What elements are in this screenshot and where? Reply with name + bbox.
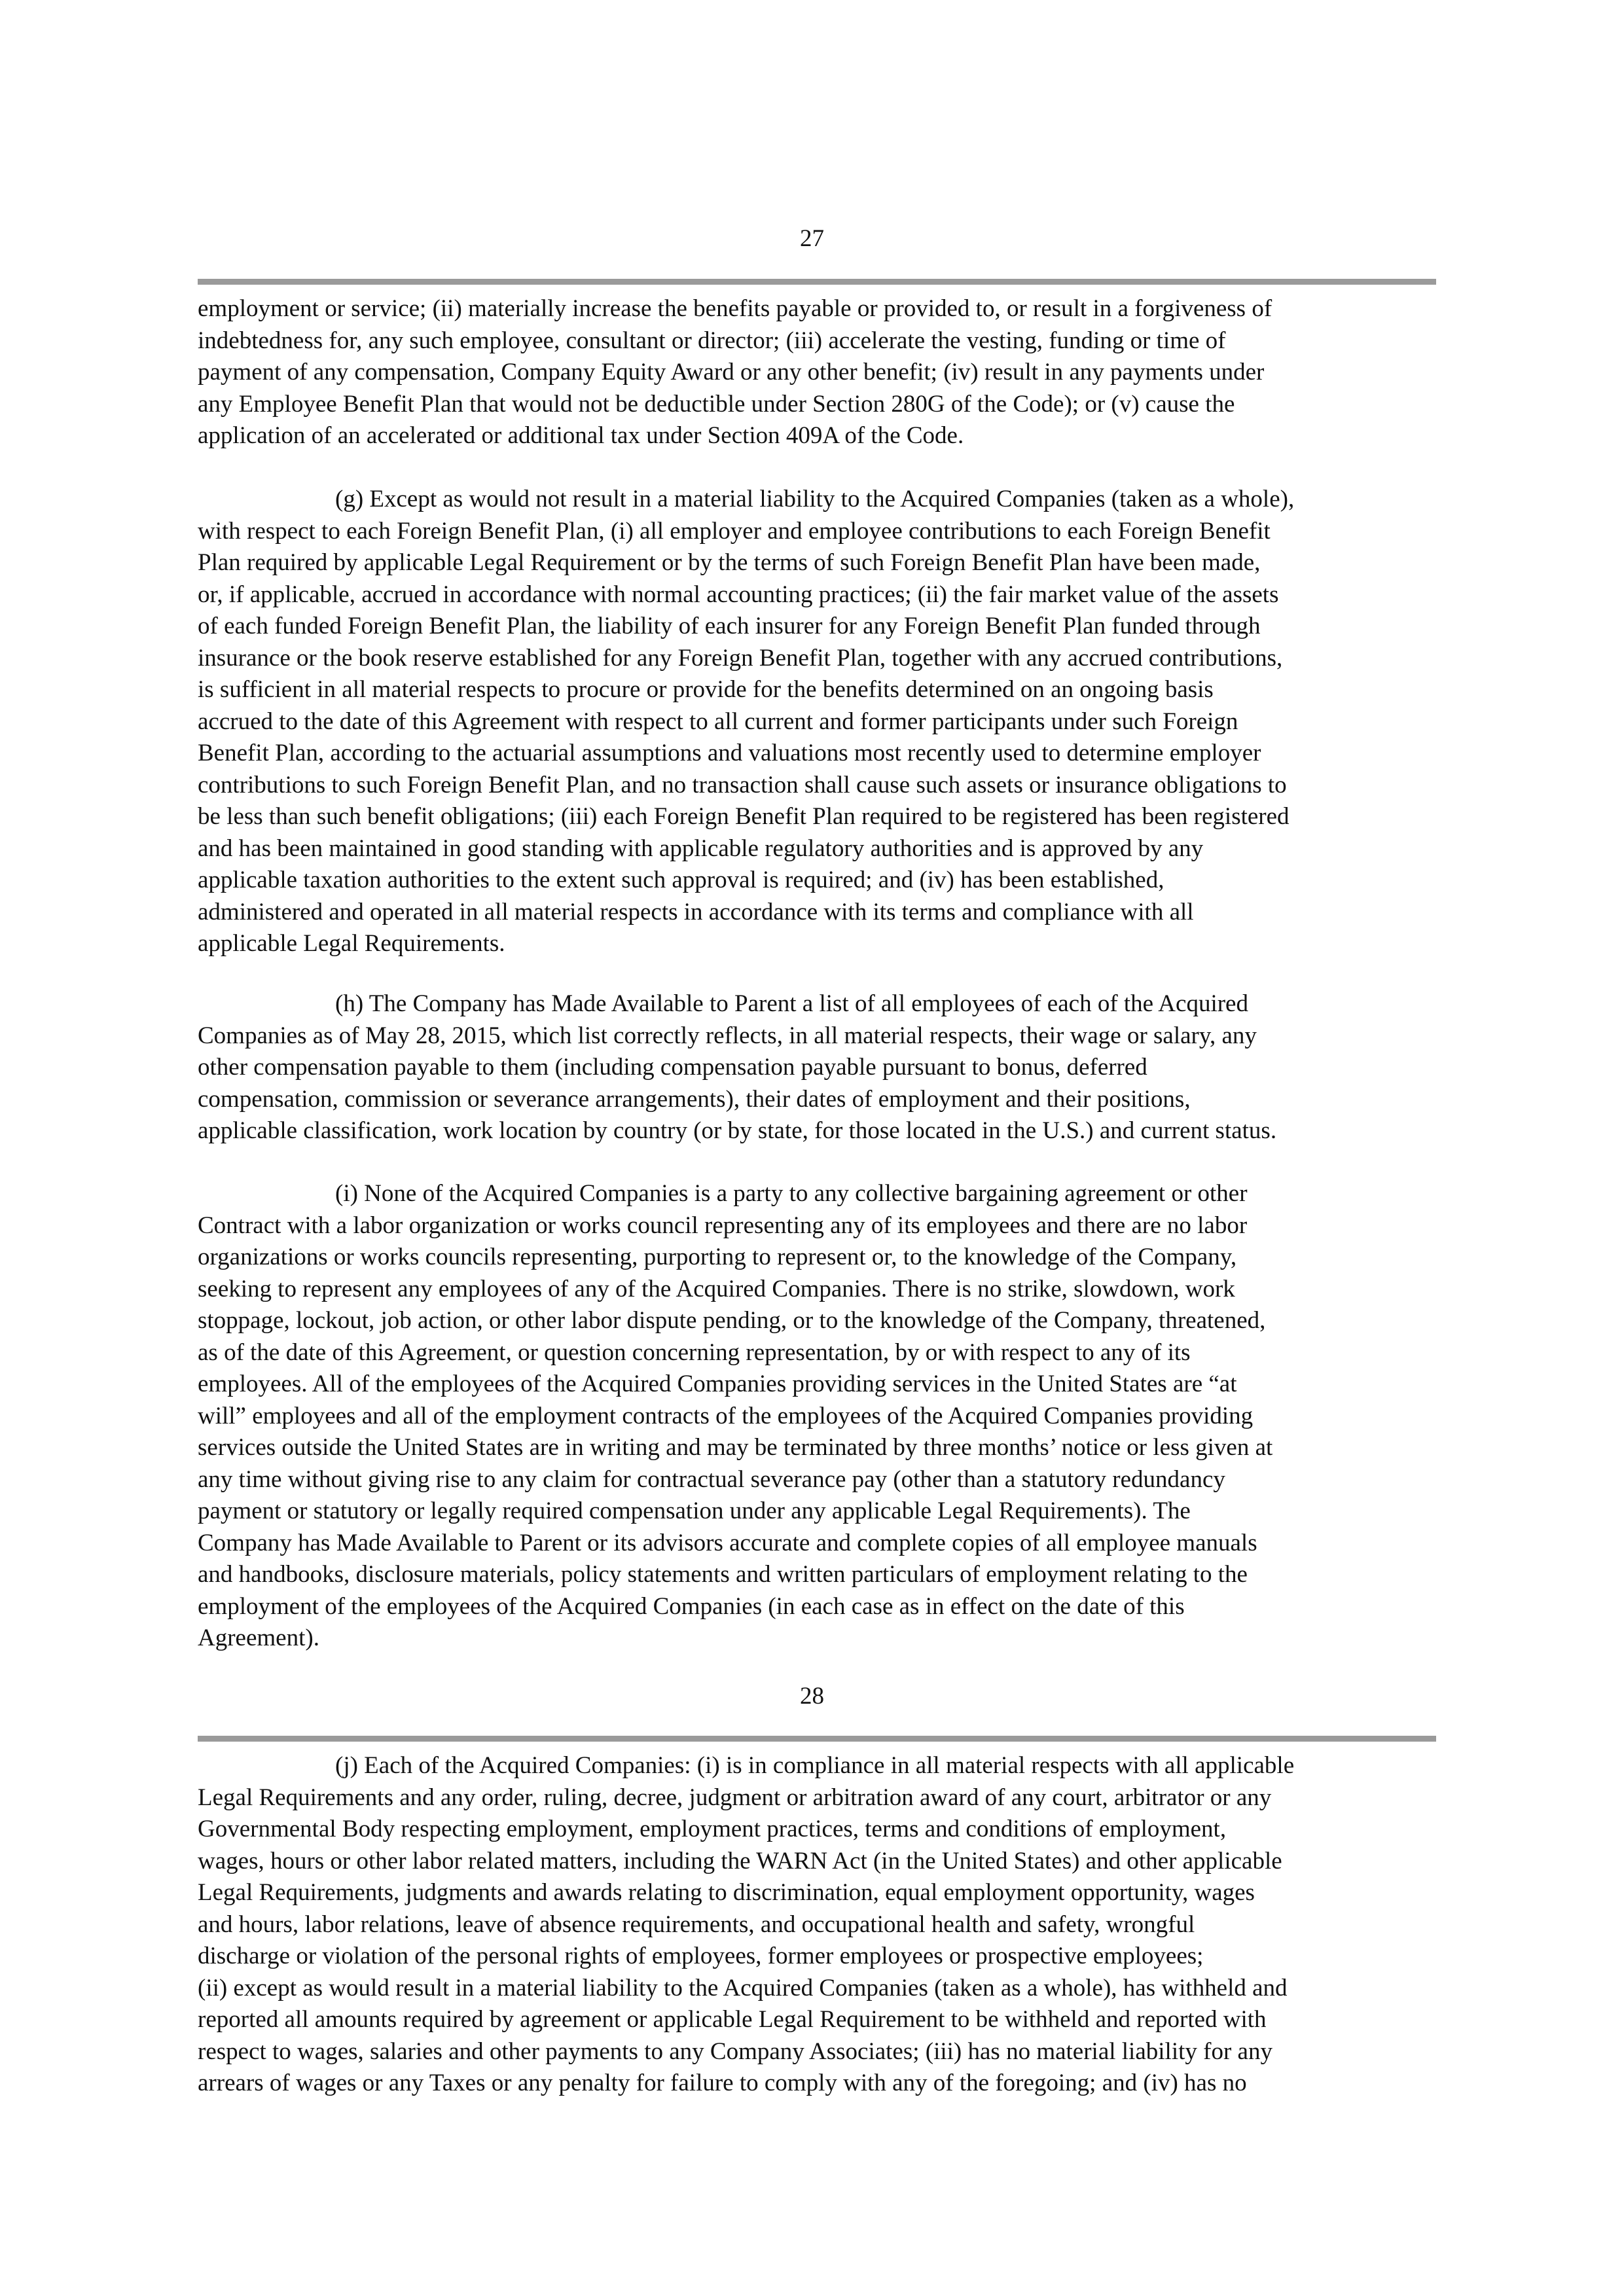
paragraph-j	[198, 1750, 1436, 2100]
text-line: seeking to represent any employees of any of the Acquired Companies. There is no strike, slowdown, work	[198, 1275, 1235, 1302]
text-line: other compensation payable to them (including compensation payable pursuant to bonus, deferred	[198, 1054, 1147, 1081]
text-line: and has been maintained in good standing with applicable regulatory authorities and is approved by any	[198, 834, 1204, 862]
text-line: stoppage, lockout, job action, or other labor dispute pending, or to the knowledge of the Company, threatened,	[198, 1307, 1266, 1334]
text-line: compensation, commission or severance arrangements), their dates of employment and their positions,	[198, 1085, 1191, 1113]
text-line: indebtedness for, any such employee, consultant or director; (iii) accelerate the vesting, funding or time of	[198, 327, 1226, 354]
text-line: or, if applicable, accrued in accordance with normal accounting practices; (ii) the fair market value of the assets	[198, 581, 1279, 608]
text-line: employment of the employees of the Acquired Companies (in each case as in effect on the date of this	[198, 1592, 1185, 1620]
text-line: any time without giving rise to any claim for contractual severance pay (other than a statutory redundancy	[198, 1465, 1225, 1493]
text-line: services outside the United States are in writing and may be terminated by three months’ notice or less given at	[198, 1434, 1273, 1461]
text-line: Benefit Plan, according to the actuarial assumptions and valuations most recently used to determine employer	[198, 740, 1261, 766]
text-line: employment or service; (ii) materially increase the benefits payable or provided to, or result in a forgiveness of	[198, 295, 1272, 322]
text-line: (j) Each of the Acquired Companies: (i) is in compliance in all material respects with all applicable	[335, 1752, 1295, 1779]
text-line: as of the date of this Agreement, or question concerning representation, by or with respect to any of its	[198, 1338, 1191, 1366]
text-line: (g) Except as would not result in a material liability to the Acquired Companies (taken as a whole),	[335, 486, 1295, 512]
text-line: Company has Made Available to Parent or its advisors accurate and complete copies of all employee manuals	[198, 1529, 1257, 1556]
text-line: of each funded Foreign Benefit Plan, the liability of each insurer for any Foreign Benefit Plan funded through	[198, 613, 1261, 639]
text-line: and handbooks, disclosure materials, policy statements and written particulars of employment relating to the	[198, 1561, 1248, 1588]
text-line: is sufficient in all material respects to procure or provide for the benefits determined on an ongoing basis	[198, 676, 1214, 703]
text-line: applicable Legal Requirements.	[198, 930, 505, 957]
text-line: any Employee Benefit Plan that would not be deductible under Section 280G of the Code); or (v) cause the	[198, 390, 1235, 418]
text-line: Plan required by applicable Legal Requirement or by the terms of such Foreign Benefit Plan have been made,	[198, 549, 1261, 576]
page-number-28: 28	[800, 1683, 824, 1710]
text-line: discharge or violation of the personal rights of employees, former employees or prospective employees;	[198, 1943, 1204, 1969]
text-line: Agreement).	[198, 1624, 319, 1651]
text-line: administered and operated in all material respects in accordance with its terms and compliance with all	[198, 898, 1194, 925]
text-line: Companies as of May 28, 2015, which list correctly reflects, in all material respects, their wage or salary, any	[198, 1022, 1257, 1049]
paragraph-g	[198, 484, 1436, 960]
text-line: and hours, labor relations, leave of absence requirements, and occupational health and safety, wrongful	[198, 1910, 1195, 1938]
paragraph-h	[198, 988, 1436, 1147]
text-line: Legal Requirements, judgments and awards relating to discrimination, equal employment opportunity, wages	[198, 1879, 1255, 1906]
text-line: payment or statutory or legally required compensation under any applicable Legal Requirements). The	[198, 1498, 1191, 1524]
text-line: with respect to each Foreign Benefit Plan, (i) all employer and employee contributions to each Foreign Benefit	[198, 517, 1271, 545]
text-line: will” employees and all of the employment contracts of the employees of the Acquired Companies providing	[198, 1402, 1254, 1429]
text-line: insurance or the book reserve established for any Foreign Benefit Plan, together with any accrued contributions,	[198, 644, 1283, 672]
page-divider-rule	[198, 279, 1436, 285]
text-line: (i) None of the Acquired Companies is a party to any collective bargaining agreement or other	[335, 1180, 1248, 1207]
text-line: (h) The Company has Made Available to Parent a list of all employees of each of the Acquired	[335, 990, 1248, 1017]
page-number-27: 27	[800, 225, 824, 252]
text-line: Legal Requirements and any order, ruling, decree, judgment or arbitration award of any court, arbitrator or any	[198, 1784, 1272, 1811]
text-line: arrears of wages or any Taxes or any penalty for failure to comply with any of the foregoing; and (iv) has no	[198, 2070, 1247, 2096]
text-line: Contract with a labor organization or works council representing any of its employees and there are no labor	[198, 1211, 1248, 1239]
text-line: be less than such benefit obligations; (iii) each Foreign Benefit Plan required to be registered has been registered	[198, 803, 1290, 830]
page-divider-rule	[198, 1736, 1436, 1742]
text-line: applicable classification, work location by country (or by state, for those located in the U.S.) and current status.	[198, 1117, 1277, 1144]
text-line: employees. All of the employees of the Acquired Companies providing services in the United States are “at	[198, 1371, 1237, 1397]
paragraph-i	[198, 1178, 1436, 1655]
paragraph-continuation	[198, 293, 1436, 452]
text-line: payment of any compensation, Company Equity Award or any other benefit; (iv) result in any payments under	[198, 359, 1265, 386]
text-line: Governmental Body respecting employment, employment practices, terms and conditions of employment,	[198, 1816, 1227, 1842]
text-line: respect to wages, salaries and other payments to any Company Associates; (iii) has no material liability for any	[198, 2037, 1272, 2065]
text-line: organizations or works councils representing, purporting to represent or, to the knowledge of the Company,	[198, 1244, 1237, 1270]
text-line: accrued to the date of this Agreement with respect to all current and former participants under such Foreign	[198, 708, 1238, 735]
text-line: reported all amounts required by agreement or applicable Legal Requirement to be withheld and reported with	[198, 2006, 1267, 2033]
text-line: (ii) except as would result in a material liability to the Acquired Companies (taken as a whole), has withheld and	[198, 1974, 1288, 2001]
text-line: wages, hours or other labor related matters, including the WARN Act (in the United States) and other applicable	[198, 1847, 1282, 1874]
text-line: application of an accelerated or additional tax under Section 409A of the Code.	[198, 422, 964, 449]
text-line: applicable taxation authorities to the extent such approval is required; and (iv) has been established,	[198, 867, 1164, 893]
text-line: contributions to such Foreign Benefit Plan, and no transaction shall cause such assets or insurance obligations to	[198, 771, 1287, 798]
